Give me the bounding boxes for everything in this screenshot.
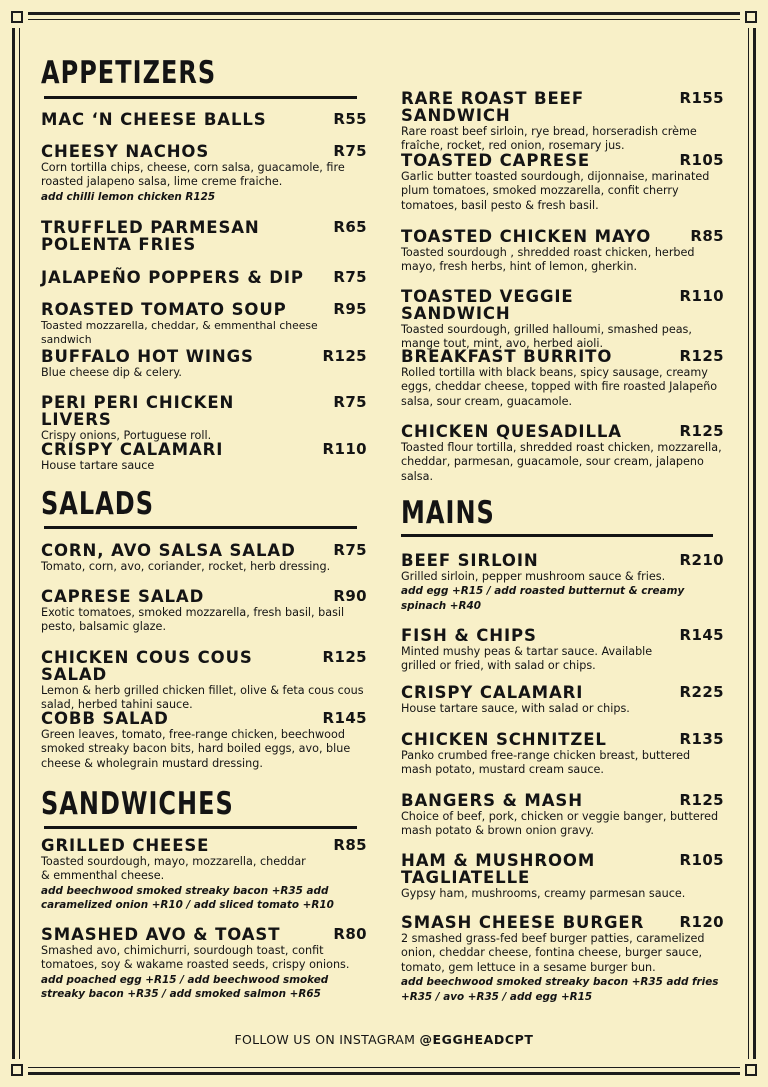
item-description: House tartare sauce: [41, 459, 155, 472]
item-description: Garlic butter toasted sourdough, dijonnaise, marinated plum tomatoes, smoked mozzarella, confit cherry tomatoes, basil pesto & fresh basil.: [401, 170, 710, 212]
footer-text: FOLLOW US ON INSTAGRAM: [234, 1032, 420, 1047]
item-price: R110: [679, 287, 724, 305]
section-heading-mains: MAINS: [401, 495, 495, 531]
item-price: R75: [333, 268, 367, 286]
item-price: R105: [679, 851, 724, 869]
item-price: R75: [333, 142, 367, 160]
menu-item: [401, 552, 724, 613]
item-price: R65: [333, 218, 367, 236]
item-name: CRISPY CALAMARI: [41, 440, 224, 459]
menu-item: [401, 914, 724, 1004]
menu-item: [41, 219, 367, 253]
item-name: TOASTED VEGGIE SANDWICH: [401, 287, 574, 323]
right-column: [401, 0, 724, 1087]
item-description: Rare roast beef sirloin, rye bread, horseradish crème fraîche, rocket, red onion, rosemary jus.: [401, 125, 697, 153]
item-description: Tomato, corn, avo, coriander, rocket, herb dressing.: [41, 560, 331, 573]
section-heading-salads: SALADS: [41, 486, 155, 522]
section-rule: [44, 826, 357, 829]
item-price: R135: [679, 730, 724, 748]
item-price: R110: [322, 440, 367, 458]
menu-item: [41, 111, 367, 128]
item-name: CORN, AVO SALSA SALAD: [41, 541, 296, 560]
corner-ornament: [6, 1059, 28, 1081]
menu-item: [401, 627, 724, 674]
item-name: CAPRESE SALAD: [41, 587, 205, 606]
item-description: Toasted flour tortilla, shredded roast chicken, mozzarella, cheddar, parmesan, guacamole, sour cream, jalapeno salsa.: [401, 441, 722, 483]
menu-item: [41, 348, 367, 380]
item-description: Gypsy ham, mushrooms, creamy parmesan sauce.: [401, 887, 686, 900]
item-price: R225: [679, 683, 724, 701]
item-addon: add poached egg +R15 / add beechwood smoked streaky bacon +R35 / add smoked salmon +R65: [41, 973, 329, 1001]
item-description: Toasted sourdough, grilled halloumi, smashed peas, mange tout, mint, avo, herbed aioli.: [401, 323, 692, 351]
item-name: SMASH CHEESE BURGER: [401, 913, 645, 932]
section-heading-sandwiches: SANDWICHES: [41, 786, 234, 822]
menu-item: [401, 731, 724, 778]
item-description: Panko crumbed free-range chicken breast, buttered mash potato, mustard cream sauce.: [401, 749, 691, 777]
menu-item: [41, 143, 367, 204]
item-price: R85: [690, 227, 724, 245]
item-name: GRILLED CHEESE: [41, 836, 210, 855]
item-name: HAM & MUSHROOM TAGLIATELLE: [401, 851, 596, 887]
menu-item: [401, 288, 724, 352]
menu-item: [41, 394, 367, 443]
item-price: R125: [679, 422, 724, 440]
item-price: R155: [679, 89, 724, 107]
item-name: BANGERS & MASH: [401, 791, 583, 810]
item-description: Lemon & herb grilled chicken fillet, olive & feta cous cous salad, herbed tahini sauce.: [41, 684, 364, 712]
menu-item: [401, 348, 724, 409]
menu-item: [41, 269, 367, 286]
section-rule: [44, 526, 357, 529]
item-price: R145: [679, 626, 724, 644]
item-name: CHICKEN COUS COUS SALAD: [41, 648, 253, 684]
menu-item: [401, 90, 724, 154]
item-name: TRUFFLED PARMESAN POLENTA FRIES: [41, 218, 260, 254]
menu-item: [401, 684, 724, 716]
item-description: Crispy onions, Portuguese roll.: [41, 429, 212, 442]
corner-ornament: [6, 6, 28, 28]
menu-item: [401, 152, 724, 213]
item-name: CRISPY CALAMARI: [401, 683, 584, 702]
item-name: RARE ROAST BEEF SANDWICH: [401, 89, 585, 125]
menu-item: [41, 837, 367, 913]
item-description: Exotic tomatoes, smoked mozzarella, fresh basil, basil pesto, balsamic glaze.: [41, 606, 345, 634]
item-price: R75: [333, 393, 367, 411]
item-description: Blue cheese dip & celery.: [41, 366, 182, 379]
item-description: Toasted sourdough , shredded roast chicken, herbed mayo, fresh herbs, hint of lemon, gherkin.: [401, 246, 695, 274]
item-addon: add egg +R15 / add roasted butternut & creamy spinach +R40: [401, 585, 685, 612]
item-price: R125: [679, 347, 724, 365]
left-column: [41, 0, 367, 1087]
item-name: CHEESY NACHOS: [41, 142, 210, 161]
item-description: House tartare sauce, with salad or chips.: [401, 702, 630, 715]
item-description: Corn tortilla chips, cheese, corn salsa, guacamole, fire roasted jalapeno salsa, lime creme fraiche.: [41, 161, 345, 189]
item-description: Grilled sirloin, pepper mushroom sauce & fries.: [401, 570, 666, 583]
menu-item: [401, 792, 724, 839]
item-name: MAC ‘N CHEESE BALLS: [41, 110, 267, 129]
item-addon: add chilli lemon chicken R125: [41, 190, 216, 203]
item-price: R105: [679, 151, 724, 169]
item-description: Rolled tortilla with black beans, spicy sausage, creamy eggs, cheddar cheese, topped with fire roasted Jalapeño salsa, sour cream, guacamole.: [401, 366, 718, 408]
item-name: BREAKFAST BURRITO: [401, 347, 613, 366]
section-heading-appetizers: APPETIZERS: [41, 55, 217, 91]
section-rule: [44, 96, 357, 99]
item-name: ROASTED TOMATO SOUP: [41, 300, 287, 319]
corner-ornament: [740, 1059, 762, 1081]
menu-item: [401, 852, 724, 901]
corner-ornament: [740, 6, 762, 28]
menu-item: [41, 588, 367, 635]
item-description: Green leaves, tomato, free-range chicken, beechwood smoked streaky bacon bits, hard boiled eggs, avo, blue cheese & wholegrain mustard dressing.: [41, 728, 351, 770]
menu-item: [41, 542, 367, 574]
item-addon: add beechwood smoked streaky bacon +R35 add caramelized onion +R10 / add sliced tomato +R10: [41, 884, 334, 912]
item-name: CHICKEN SCHNITZEL: [401, 730, 607, 749]
menu-item: [401, 228, 724, 275]
instagram-handle[interactable]: @EGGHEADCPT: [419, 1032, 534, 1047]
item-name: BUFFALO HOT WINGS: [41, 347, 254, 366]
item-price: R75: [333, 541, 367, 559]
item-addon: add beechwood smoked streaky bacon +R35 add fries +R35 / avo +R35 / add egg +R15: [401, 976, 719, 1003]
item-price: R120: [679, 913, 724, 931]
item-description: Choice of beef, pork, chicken or veggie banger, buttered mash potato & brown onion gravy.: [401, 810, 719, 838]
item-price: R95: [333, 300, 367, 318]
item-name: BEEF SIRLOIN: [401, 551, 539, 570]
item-price: R90: [333, 587, 367, 605]
item-description: Smashed avo, chimichurri, sourdough toast, confit tomatoes, soy & wakame roasted seeds, crispy onions.: [41, 944, 350, 972]
item-name: CHICKEN QUESADILLA: [401, 422, 622, 441]
item-description: Toasted sourdough, mayo, mozzarella, cheddar & emmenthal cheese.: [41, 855, 306, 883]
item-price: R210: [679, 551, 724, 569]
item-price: R80: [333, 925, 367, 943]
menu-item: [41, 441, 367, 473]
menu-item: [401, 423, 724, 484]
item-name: TOASTED CHICKEN MAYO: [401, 227, 652, 246]
item-price: R125: [679, 791, 724, 809]
item-name: PERI PERI CHICKEN LIVERS: [41, 393, 235, 429]
item-name: TOASTED CAPRESE: [401, 151, 591, 170]
item-name: COBB SALAD: [41, 709, 169, 728]
item-name: FISH & CHIPS: [401, 626, 537, 645]
item-price: R145: [322, 709, 367, 727]
item-name: JALAPEÑO POPPERS & DIP: [41, 268, 304, 287]
item-price: R125: [322, 648, 367, 666]
item-price: R55: [333, 110, 367, 128]
section-rule: [401, 534, 713, 537]
menu-item: [41, 649, 367, 713]
item-price: R85: [333, 836, 367, 854]
menu-item: [41, 301, 367, 348]
item-description: 2 smashed grass-fed beef burger patties, caramelized onion, cheddar cheese, fontina cheese, burger sauce, tomato, gem lettuce in a sesame burger bun.: [401, 932, 705, 974]
item-name: SMASHED AVO & TOAST: [41, 925, 281, 944]
item-description: Minted mushy peas & tartar sauce. Available grilled or fried, with salad or chips.: [401, 645, 653, 673]
item-price: R125: [322, 347, 367, 365]
item-description: Toasted mozzarella, cheddar, & emmenthal cheese sandwich: [41, 319, 318, 347]
instagram-footer: [0, 1032, 768, 1047]
menu-item: [41, 926, 367, 1002]
menu-item: [41, 710, 367, 771]
